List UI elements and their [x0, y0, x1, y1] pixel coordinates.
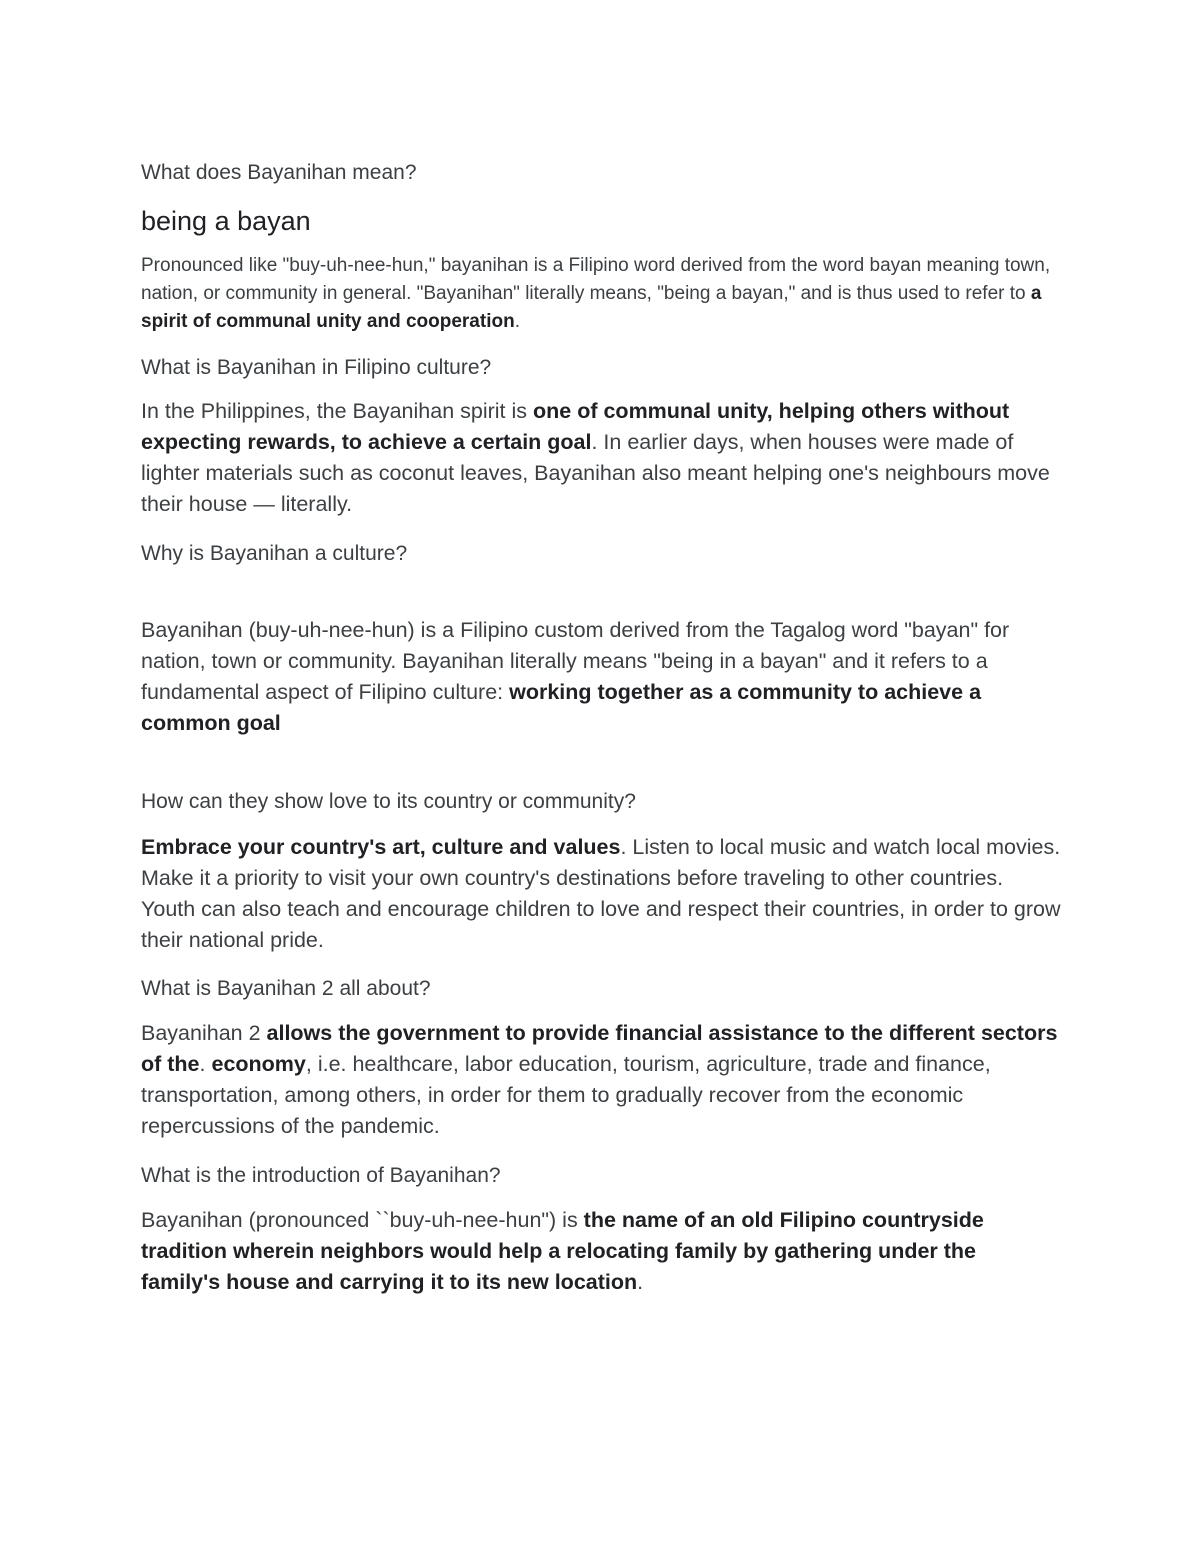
- question-meaning: What does Bayanihan mean?: [141, 161, 417, 184]
- paragraph-show-love: [141, 832, 1061, 956]
- question-why-culture: Why is Bayanihan a culture?: [141, 542, 408, 565]
- paragraph-meaning: [141, 252, 1061, 336]
- bold-segment: one of communal unity, helping others without expecting rewards, to achieve a certain goal: [141, 399, 1010, 454]
- text-segment: Bayanihan 2: [141, 1021, 267, 1045]
- bold-segment: Embrace your country's art, culture and values: [141, 835, 621, 859]
- paragraph-why-culture: [141, 615, 1061, 739]
- bold-segment: working together as a community to achieve a common goal: [141, 680, 982, 735]
- bold-segment: the name of an old Filipino countryside tradition wherein neighbors would help a relocating family by gathering under the family's house and carrying it to its new location: [141, 1208, 984, 1294]
- paragraph-filipino-culture: [141, 396, 1061, 520]
- bold-segment: a spirit of communal unity and cooperation: [141, 283, 1042, 332]
- bold-segment: allows the government to provide financial assistance to the different sectors of the: [141, 1021, 1058, 1076]
- text-segment: Bayanihan (buy-uh-nee-hun) is a Filipino custom derived from the Tagalog word "bayan" for nation, town or community. Bayanihan literally means "being in a bayan" and it refers to a fundamental aspect of Filipino culture:: [141, 618, 1010, 704]
- paragraph-bayanihan-2: [141, 1018, 1061, 1142]
- paragraph-introduction: [141, 1205, 1061, 1298]
- text-segment: In the Philippines, the Bayanihan spirit is: [141, 399, 534, 423]
- text-segment: . In earlier days, when houses were made of lighter materials such as coconut leaves, Bayanihan also meant helping one's neighbours move their house — literally.: [141, 430, 1050, 516]
- question-filipino-culture: What is Bayanihan in Filipino culture?: [141, 356, 492, 379]
- question-bayanihan-2: What is Bayanihan 2 all about?: [141, 977, 431, 1000]
- text-segment: .: [637, 1270, 644, 1294]
- answer-title: being a bayan: [141, 206, 311, 236]
- text-segment: , i.e. healthcare, labor education, tourism, agriculture, trade and finance, transportation, among others, in order for them to gradually recover from the economic repercussions of the pandemic.: [141, 1052, 991, 1138]
- text-segment: .: [199, 1052, 212, 1076]
- question-show-love: How can they show love to its country or community?: [141, 790, 636, 813]
- text-segment: . Listen to local music and watch local movies. Make it a priority to visit your own country's destinations before traveling to other countries. Youth can also teach and encourage children to love and respect their countries, in order to grow their national pride.: [141, 835, 1061, 952]
- text-segment: Bayanihan (pronounced ``buy-uh-nee-hun") is: [141, 1208, 584, 1232]
- bold-segment: economy: [211, 1052, 306, 1076]
- question-introduction: What is the introduction of Bayanihan?: [141, 1164, 501, 1187]
- text-segment: Pronounced like "buy-uh-nee-hun," bayanihan is a Filipino word derived from the word bayan meaning town, nation, or community in general. "Bayanihan" literally means, "being a bayan," and is thus used to refer to: [141, 255, 1051, 304]
- text-segment: .: [514, 311, 520, 332]
